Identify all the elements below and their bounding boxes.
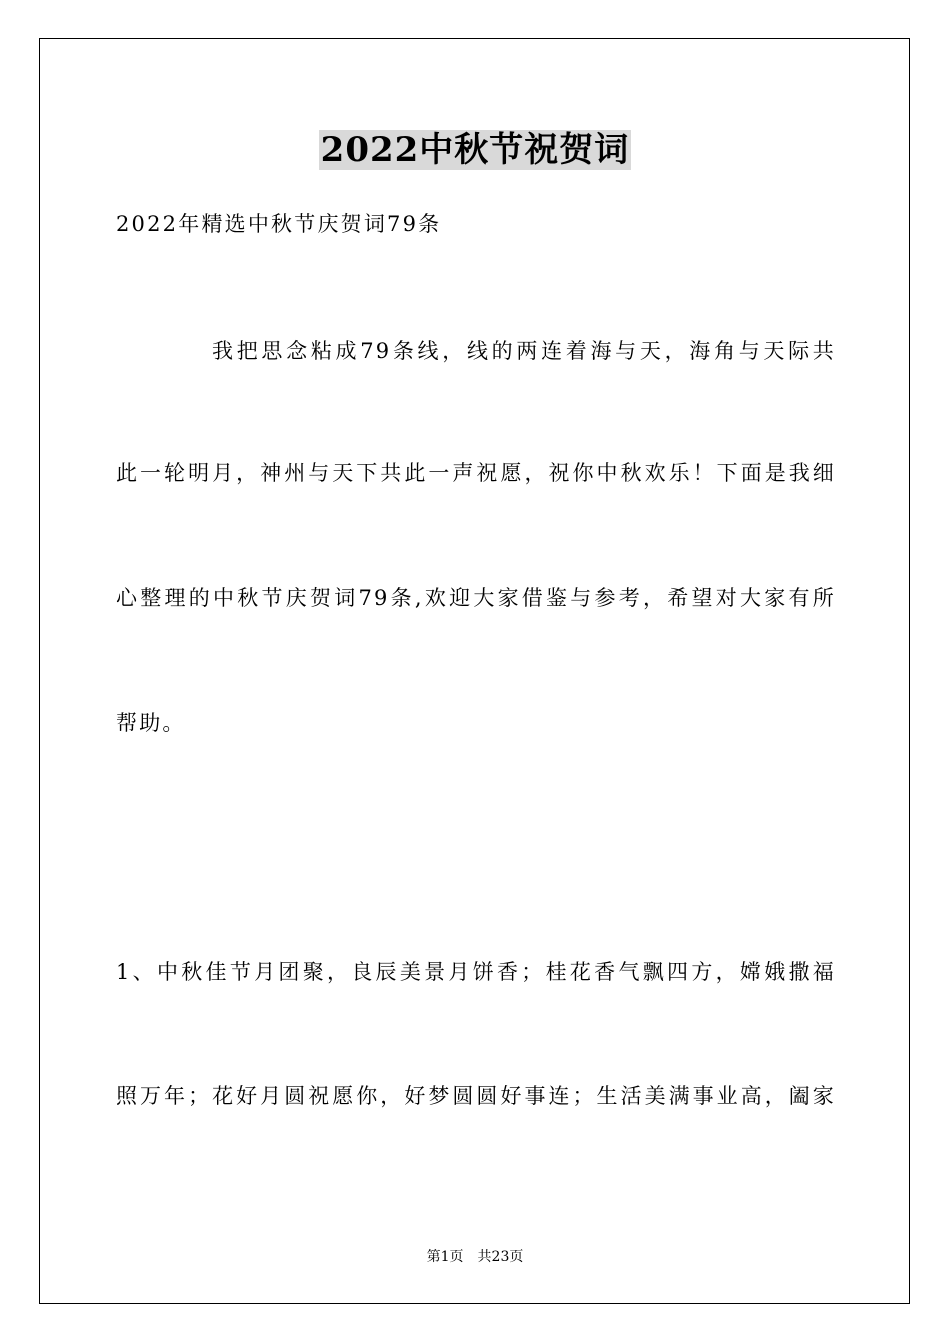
document-title: 2022中秋节祝贺词: [320, 130, 630, 170]
intro-line-3: 心整理的中秋节庆贺词79条,欢迎大家借鉴与参考，希望对大家有所: [116, 586, 836, 610]
item-line-1: 1、中秋佳节月团聚，良辰美景月饼香；桂花香气飘四方，嫦娥撒福: [116, 960, 836, 984]
intro-line-4: 帮助。: [116, 711, 186, 735]
intro-line-2: 此一轮明月，神州与天下共此一声祝愿，祝你中秋欢乐！下面是我细: [116, 461, 836, 485]
document-subtitle: 2022年精选中秋节庆贺词79条: [116, 212, 442, 236]
intro-line-1: 我把思念粘成79条线，线的两连着海与天，海角与天际共: [212, 339, 836, 363]
item-line-2: 照万年；花好月圆祝愿你，好梦圆圆好事连；生活美满事业高，阖家: [116, 1084, 836, 1108]
page-footer: 第1页 共23页: [426, 1249, 524, 1265]
